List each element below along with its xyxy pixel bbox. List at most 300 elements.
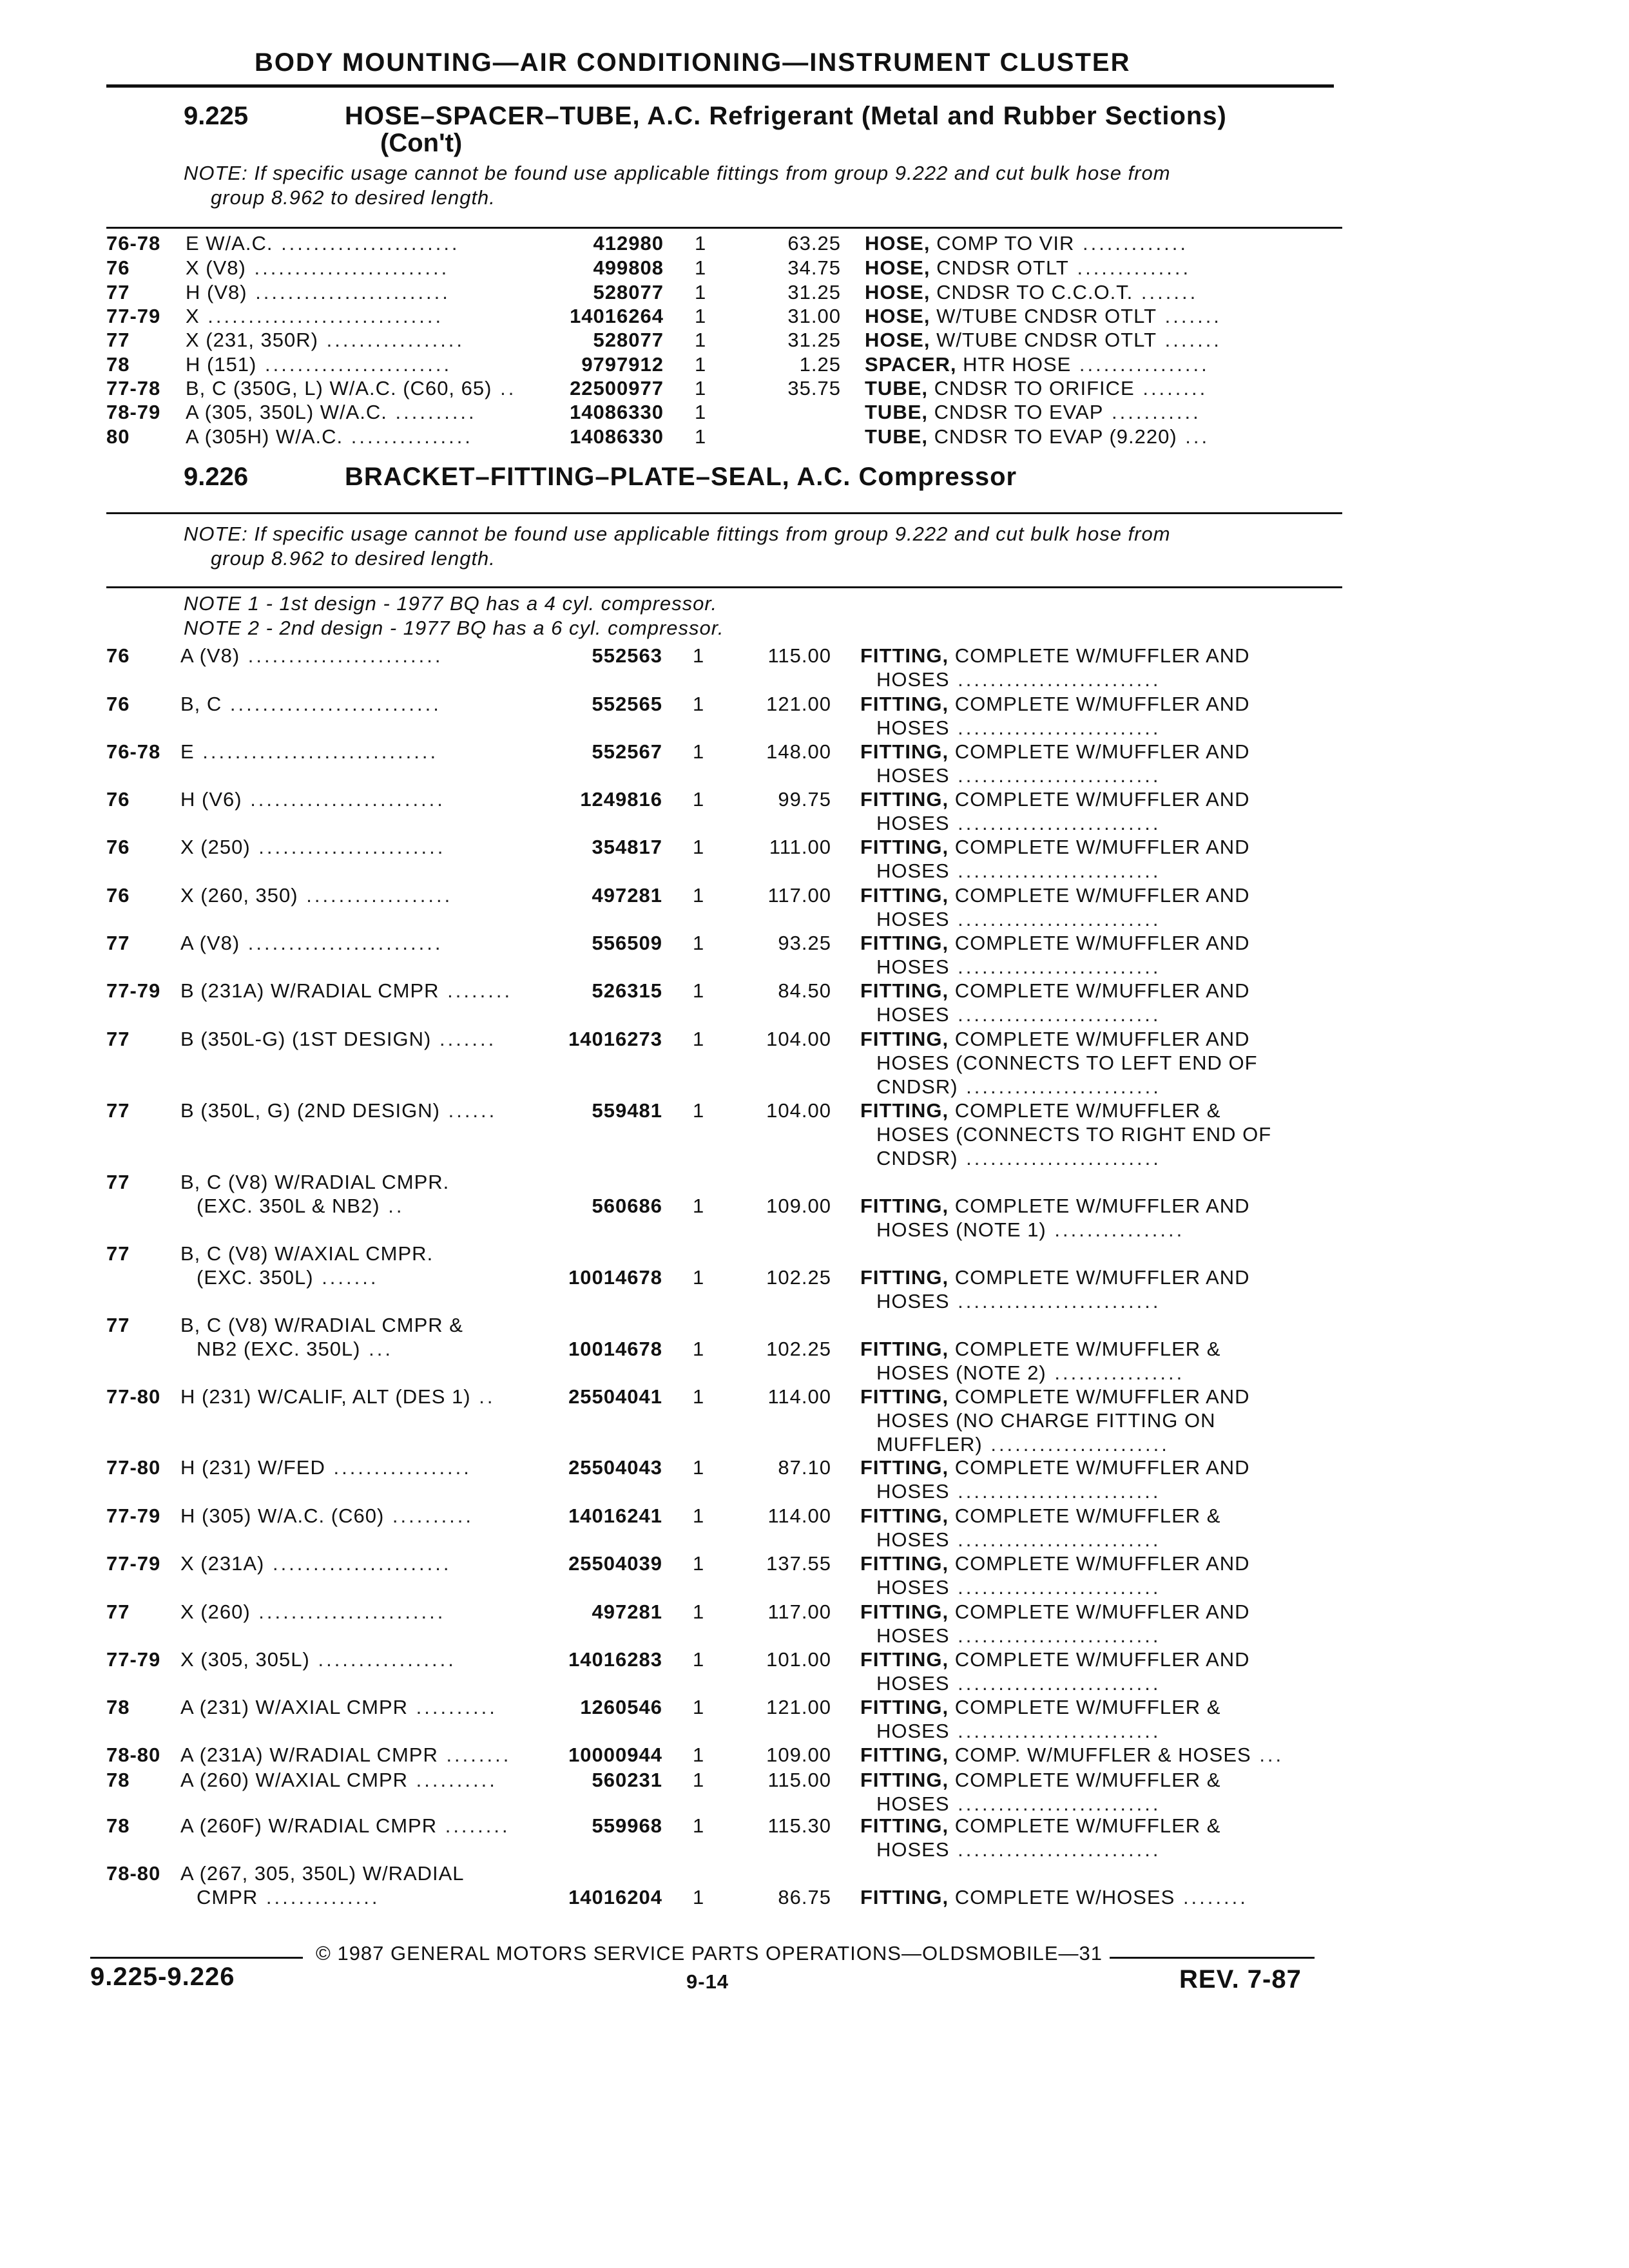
- usage-description: [186, 377, 516, 400]
- part-name-keyword: TUBE,: [865, 425, 928, 448]
- section-number: 9.226: [184, 463, 249, 491]
- leader-dots: ..........: [408, 1769, 497, 1791]
- quantity: 1: [693, 693, 705, 715]
- usage-description: [180, 644, 443, 668]
- part-name-text: HOSES: [876, 1672, 950, 1695]
- usage-description: [180, 693, 441, 716]
- part-name: [860, 1028, 1250, 1051]
- section-number: 9.225: [184, 102, 249, 130]
- part-name-keyword: HOSE,: [865, 305, 930, 327]
- part-name-text: CNDSR OTLT: [930, 256, 1069, 279]
- note-line: group 8.962 to desired length.: [211, 186, 496, 209]
- part-name: [860, 932, 1250, 955]
- quantity: 1: [693, 1886, 705, 1908]
- part-name-cont: [876, 1838, 1161, 1861]
- year-range: 77-79: [106, 1648, 161, 1671]
- quantity: 1: [695, 425, 707, 448]
- leader-dots: ........................: [246, 256, 450, 279]
- part-name-keyword: FITTING,: [860, 693, 949, 715]
- part-number: 560686: [592, 1195, 662, 1217]
- usage-text: B, C (350G, L) W/A.C. (C60, 65): [186, 377, 492, 399]
- part-number: 14086330: [570, 401, 664, 423]
- price: 104.00: [766, 1028, 831, 1050]
- leader-dots: .........................: [949, 908, 1161, 930]
- part-name-text: COMPLETE W/MUFFLER AND: [949, 836, 1250, 858]
- leader-dots: .......................: [250, 1600, 446, 1623]
- part-name-cont: [876, 668, 1161, 691]
- year-range: 77: [106, 1600, 130, 1623]
- usage-description: [180, 1456, 472, 1479]
- price: 148.00: [766, 740, 831, 763]
- part-name: [860, 644, 1250, 668]
- part-number: 526315: [592, 979, 662, 1002]
- quantity: 1: [693, 1769, 705, 1791]
- usage-text: A (267, 305, 350L) W/RADIAL: [180, 1862, 465, 1885]
- quantity: 1: [695, 377, 707, 399]
- quantity: 1: [693, 644, 705, 667]
- leader-dots: .............................: [199, 305, 444, 327]
- section-title: HOSE–SPACER–TUBE, A.C. Refrigerant (Metal and Rubber Sections): [345, 102, 1227, 130]
- usage-description: [186, 305, 443, 328]
- leader-dots: ........................: [247, 281, 450, 303]
- leader-dots: ......................: [273, 232, 460, 255]
- leader-dots: ..: [470, 1385, 496, 1408]
- leader-dots: .......: [1157, 329, 1222, 351]
- part-number: 14016283: [568, 1648, 662, 1671]
- quantity: 1: [695, 329, 707, 351]
- year-range: 78-80: [106, 1744, 161, 1766]
- part-name-text: COMPLETE W/MUFFLER AND: [949, 1456, 1250, 1479]
- year-range: 77: [106, 932, 130, 954]
- quantity: 1: [693, 1814, 705, 1837]
- leader-dots: .......: [1157, 305, 1222, 327]
- part-name-keyword: FITTING,: [860, 1099, 949, 1122]
- part-name-keyword: FITTING,: [860, 1504, 949, 1527]
- copyright: © 1987 GENERAL MOTORS SERVICE PARTS OPERATIONS—OLDSMOBILE—31: [316, 1942, 1103, 1965]
- part-name-text: COMPLETE W/MUFFLER AND: [949, 979, 1250, 1002]
- part-name-cont: [876, 1576, 1161, 1599]
- part-name-text: HOSES: [876, 908, 950, 930]
- part-name-text: COMPLETE W/MUFFLER AND: [949, 740, 1250, 763]
- year-range: 76: [106, 836, 130, 858]
- part-number: 354817: [592, 836, 662, 858]
- usage-description: [186, 401, 477, 424]
- price: 102.25: [766, 1338, 831, 1360]
- leader-dots: .................: [309, 1648, 456, 1671]
- part-name-cont: [876, 1075, 1161, 1099]
- usage-text: H (151): [186, 353, 257, 376]
- usage-description: [180, 1696, 497, 1719]
- part-name-text: COMPLETE W/MUFFLER AND: [949, 1648, 1250, 1671]
- usage-description: [180, 1171, 449, 1194]
- part-name-keyword: FITTING,: [860, 836, 949, 858]
- part-name-text: COMP TO VIR: [930, 232, 1075, 255]
- part-name: [860, 740, 1250, 764]
- part-name-cont: [876, 812, 1161, 835]
- part-name-keyword: FITTING,: [860, 1769, 949, 1791]
- leader-dots: .........................: [949, 1290, 1161, 1312]
- usage-description: [180, 1744, 511, 1767]
- part-name-text: COMPLETE W/MUFFLER AND: [949, 1195, 1250, 1217]
- page-header: [106, 47, 1334, 88]
- leader-dots: ...............: [343, 425, 473, 448]
- part-name-text: COMPLETE W/MUFFLER &: [949, 1696, 1221, 1718]
- part-name: [865, 256, 1191, 280]
- quantity: 1: [693, 1338, 705, 1360]
- usage-text: (EXC. 350L): [197, 1266, 314, 1289]
- part-name-text: HOSES: [876, 1290, 950, 1312]
- part-name-keyword: FITTING,: [860, 1456, 949, 1479]
- part-name-text: CNDSR TO C.C.O.T.: [930, 281, 1133, 303]
- year-range: 78: [106, 1769, 130, 1791]
- part-name: [860, 1552, 1250, 1575]
- part-name-keyword: FITTING,: [860, 1385, 949, 1408]
- part-number: 14016264: [570, 305, 664, 327]
- part-name-text: HOSES: [876, 1838, 950, 1861]
- part-name-text: COMPLETE W/MUFFLER AND: [949, 884, 1250, 907]
- usage-description: [180, 1385, 495, 1408]
- leader-dots: ......: [439, 1099, 497, 1122]
- part-number: 25504041: [568, 1385, 662, 1408]
- part-name-keyword: FITTING,: [860, 1600, 949, 1623]
- price: 102.25: [766, 1266, 831, 1289]
- part-number: 14016204: [568, 1886, 662, 1908]
- price: 111.00: [769, 836, 831, 858]
- usage-text: A (V8): [180, 644, 240, 667]
- price: 114.00: [767, 1504, 831, 1527]
- year-range: 76-78: [106, 740, 161, 763]
- part-name: [860, 693, 1250, 716]
- part-number: 552565: [592, 693, 662, 715]
- part-name-text: CNDSR): [876, 1147, 958, 1169]
- part-name: [865, 329, 1222, 352]
- year-range: 77: [106, 1242, 130, 1265]
- note-line: group 8.962 to desired length.: [211, 547, 496, 570]
- usage-text: B (350L, G) (2ND DESIGN): [180, 1099, 440, 1122]
- usage-text: H (V8): [186, 281, 247, 303]
- part-name: [860, 1385, 1250, 1408]
- design-notes: [184, 591, 1350, 640]
- part-name: [860, 788, 1250, 811]
- part-number: 1249816: [580, 788, 662, 811]
- part-name-text: COMPLETE W/MUFFLER &: [949, 1504, 1221, 1527]
- part-name-keyword: FITTING,: [860, 884, 949, 907]
- part-name-keyword: TUBE,: [865, 377, 928, 399]
- part-number: 559968: [592, 1814, 662, 1837]
- usage-description: [180, 788, 445, 811]
- year-range: 78: [106, 353, 130, 376]
- year-range: 76: [106, 693, 130, 715]
- part-name-text: CNDSR TO EVAP (9.220): [928, 425, 1177, 448]
- part-name-text: CNDSR TO EVAP: [928, 401, 1104, 423]
- leader-dots: .........................: [949, 860, 1161, 882]
- part-name-text: COMPLETE W/MUFFLER AND: [949, 644, 1250, 667]
- leader-dots: .............................: [194, 740, 439, 763]
- leader-dots: ..............: [1068, 256, 1191, 279]
- quantity: 1: [695, 256, 707, 279]
- part-name-text: COMPLETE W/MUFFLER &: [949, 1338, 1221, 1360]
- leader-dots: .......: [431, 1028, 497, 1050]
- part-name-text: COMPLETE W/MUFFLER AND: [949, 693, 1250, 715]
- usage-description: [186, 353, 452, 376]
- usage-text: E W/A.C.: [186, 232, 273, 255]
- part-name-text: CNDSR TO ORIFICE: [928, 377, 1135, 399]
- usage-text: B, C: [180, 693, 222, 715]
- part-number: 559481: [592, 1099, 662, 1122]
- page-title: BODY MOUNTING—AIR CONDITIONING—INSTRUMENT CLUSTER: [255, 48, 1131, 77]
- price: 115.00: [767, 1769, 831, 1791]
- part-name-cont: [876, 956, 1161, 979]
- usage-description-cont: [197, 1886, 380, 1909]
- quantity: 1: [693, 1600, 705, 1623]
- leader-dots: ...: [1177, 425, 1210, 448]
- leader-dots: .........................: [949, 764, 1161, 787]
- price: 109.00: [766, 1195, 831, 1217]
- usage-description: [180, 740, 438, 764]
- usage-text: B, C (V8) W/AXIAL CMPR.: [180, 1242, 434, 1265]
- year-range: 77: [106, 1028, 130, 1050]
- year-range: 76-78: [106, 232, 161, 255]
- part-name-text: COMPLETE W/HOSES: [949, 1886, 1175, 1908]
- price: 93.25: [778, 932, 831, 954]
- leader-dots: ........: [437, 1814, 510, 1837]
- usage-text: A (260F) W/RADIAL CMPR: [180, 1814, 438, 1837]
- usage-text: X (250): [180, 836, 251, 858]
- year-range: 77: [106, 1314, 130, 1336]
- price: 121.00: [766, 693, 831, 715]
- part-name-text: HOSES: [876, 1720, 950, 1742]
- part-name-text: HOSES: [876, 1624, 950, 1647]
- part-name-text: HOSES (NOTE 1): [876, 1218, 1046, 1241]
- note-line: NOTE: If specific usage cannot be found use applicable fittings from group 9.222 and cut bulk hose from: [184, 523, 1171, 545]
- year-range: 77-79: [106, 1552, 161, 1575]
- leader-dots: .......: [1133, 281, 1199, 303]
- leader-dots: .........................: [949, 1003, 1161, 1026]
- quantity: 1: [695, 281, 707, 303]
- part-name-text: COMPLETE W/MUFFLER AND: [949, 1028, 1250, 1050]
- part-number: 22500977: [570, 377, 664, 399]
- usage-description: [186, 256, 449, 280]
- section-title-continued: (Con't): [380, 129, 463, 157]
- part-number: 10014678: [568, 1266, 662, 1289]
- leader-dots: ........: [1175, 1886, 1248, 1908]
- part-name-text: COMPLETE W/MUFFLER AND: [949, 1385, 1250, 1408]
- design-note: NOTE 2 - 2nd design - 1977 BQ has a 6 cyl. compressor.: [184, 617, 724, 639]
- part-number: 14086330: [570, 425, 664, 448]
- part-name-cont: [876, 1290, 1161, 1313]
- part-name-keyword: FITTING,: [860, 1338, 949, 1360]
- quantity: 1: [695, 401, 707, 423]
- usage-text: H (231) W/FED: [180, 1456, 325, 1479]
- part-name: [860, 1814, 1220, 1838]
- quantity: 1: [693, 1504, 705, 1527]
- leader-dots: ........................: [958, 1075, 1161, 1098]
- leader-dots: .........................: [949, 1672, 1161, 1695]
- part-name-keyword: HOSE,: [865, 256, 930, 279]
- quantity: 1: [693, 788, 705, 811]
- quantity: 1: [693, 740, 705, 763]
- part-name-cont: [876, 1123, 1271, 1146]
- leader-dots: ...........: [1103, 401, 1201, 423]
- price: 1.25: [799, 353, 841, 376]
- part-name-keyword: FITTING,: [860, 788, 949, 811]
- part-name: [860, 1886, 1248, 1909]
- usage-description-cont: [197, 1266, 378, 1289]
- part-name-cont: [876, 1218, 1184, 1242]
- usage-text: B (350L-G) (1ST DESIGN): [180, 1028, 432, 1050]
- part-name-text: W/TUBE CNDSR OTLT: [930, 329, 1157, 351]
- part-name: [865, 281, 1198, 304]
- design-note: NOTE 1 - 1st design - 1977 BQ has a 4 cyl. compressor.: [184, 592, 718, 615]
- year-range: 77-80: [106, 1456, 161, 1479]
- usage-text: A (260) W/AXIAL CMPR: [180, 1769, 409, 1791]
- part-name-text: HOSES: [876, 764, 950, 787]
- part-name-text: HOSES (NOTE 2): [876, 1361, 1046, 1384]
- leader-dots: .........................: [949, 1576, 1161, 1599]
- part-name-keyword: FITTING,: [860, 1744, 949, 1766]
- quantity: 1: [695, 305, 707, 327]
- year-range: 76: [106, 788, 130, 811]
- part-name-keyword: FITTING,: [860, 1648, 949, 1671]
- leader-dots: ..........: [408, 1696, 497, 1718]
- leader-dots: ........................: [242, 788, 445, 811]
- quantity: 1: [693, 836, 705, 858]
- leader-dots: .................: [318, 329, 465, 351]
- leader-dots: .........................: [949, 1528, 1161, 1551]
- part-name: [860, 836, 1250, 859]
- year-range: 77-79: [106, 305, 161, 327]
- price: 137.55: [766, 1552, 831, 1575]
- quantity: 1: [693, 932, 705, 954]
- part-name-text: HOSES: [876, 860, 950, 882]
- usage-text: A (305, 350L) W/A.C.: [186, 401, 387, 423]
- price: 35.75: [787, 377, 841, 399]
- usage-text: A (231) W/AXIAL CMPR: [180, 1696, 409, 1718]
- part-name: [860, 1696, 1220, 1719]
- usage-description: [180, 1242, 433, 1265]
- usage-text: H (231) W/CALIF, ALT (DES 1): [180, 1385, 471, 1408]
- part-name-text: COMPLETE W/MUFFLER AND: [949, 788, 1250, 811]
- part-name-text: HOSES: [876, 1528, 950, 1551]
- year-range: 76: [106, 884, 130, 907]
- year-range: 77-79: [106, 979, 161, 1002]
- usage-description: [180, 1028, 496, 1051]
- usage-description: [180, 1769, 497, 1792]
- part-number: 412980: [593, 232, 664, 255]
- price: 84.50: [778, 979, 831, 1002]
- year-range: 78: [106, 1696, 130, 1718]
- leader-dots: ................: [1071, 353, 1210, 376]
- year-range: 77: [106, 329, 130, 351]
- part-name-keyword: FITTING,: [860, 932, 949, 954]
- part-name-text: COMPLETE W/MUFFLER &: [949, 1769, 1221, 1791]
- quantity: 1: [693, 1385, 705, 1408]
- price: 101.00: [766, 1648, 831, 1671]
- part-name-cont: [876, 908, 1161, 931]
- leader-dots: .........................: [949, 1838, 1161, 1861]
- leader-dots: ..........: [384, 1504, 474, 1527]
- part-number: 556509: [592, 932, 662, 954]
- part-name-text: MUFFLER): [876, 1433, 983, 1456]
- page-number: 9-14: [686, 1970, 729, 1993]
- part-name: [865, 377, 1208, 400]
- part-name-text: COMPLETE W/MUFFLER AND: [949, 1266, 1250, 1289]
- part-name-keyword: SPACER,: [865, 353, 957, 376]
- part-name-text: HTR HOSE: [956, 353, 1072, 376]
- part-name-text: HOSES: [876, 1003, 950, 1026]
- part-name-cont: [876, 1720, 1161, 1743]
- usage-text: A (231A) W/RADIAL CMPR: [180, 1744, 438, 1766]
- price: 121.00: [766, 1696, 831, 1718]
- part-name: [860, 1099, 1220, 1122]
- usage-description: [180, 1862, 465, 1885]
- year-range: 77: [106, 1171, 130, 1193]
- leader-dots: ..........................: [222, 693, 441, 715]
- leader-dots: .................: [325, 1456, 472, 1479]
- leader-dots: ..: [380, 1195, 405, 1217]
- part-name: [860, 884, 1250, 907]
- year-range: 78-80: [106, 1862, 161, 1885]
- leader-dots: .........................: [949, 1480, 1161, 1503]
- part-name: [860, 1266, 1250, 1289]
- usage-text: X (305, 305L): [180, 1648, 310, 1671]
- part-name-text: HOSES: [876, 1576, 950, 1599]
- leader-dots: ......................: [982, 1433, 1170, 1456]
- price: 117.00: [767, 1600, 831, 1623]
- price: 115.30: [767, 1814, 831, 1837]
- leader-dots: ......................: [264, 1552, 452, 1575]
- part-name-text: HOSES: [876, 668, 950, 691]
- part-number: 10014678: [568, 1338, 662, 1360]
- part-number: 497281: [592, 1600, 662, 1623]
- year-range: 76: [106, 256, 130, 279]
- leader-dots: ..: [492, 377, 517, 399]
- quantity: 1: [693, 1744, 705, 1766]
- usage-text: E: [180, 740, 195, 763]
- part-name-cont: [876, 1409, 1215, 1432]
- usage-text: H (305) W/A.C. (C60): [180, 1504, 385, 1527]
- part-name-keyword: FITTING,: [860, 1814, 949, 1837]
- price: 115.00: [767, 644, 831, 667]
- usage-text: (EXC. 350L & NB2): [197, 1195, 380, 1217]
- price: 31.00: [787, 305, 841, 327]
- part-name: [860, 1338, 1220, 1361]
- part-name-cont: [876, 764, 1161, 787]
- leader-dots: .......................: [250, 836, 446, 858]
- part-name-cont: [876, 1147, 1161, 1170]
- group-range: 9.225-9.226: [90, 1963, 235, 1991]
- part-name-text: HOSES: [876, 716, 950, 739]
- leader-dots: ...: [1251, 1744, 1284, 1766]
- revision: REV. 7-87: [1179, 1965, 1302, 1994]
- usage-text: X: [186, 305, 200, 327]
- quantity: 1: [693, 1552, 705, 1575]
- section-title: BRACKET–FITTING–PLATE–SEAL, A.C. Compressor: [345, 463, 1017, 491]
- usage-text: B (231A) W/RADIAL CMPR: [180, 979, 439, 1002]
- part-name-keyword: TUBE,: [865, 401, 928, 423]
- part-name: [860, 1769, 1220, 1792]
- part-name-text: COMPLETE W/MUFFLER &: [949, 1814, 1221, 1837]
- price: 99.75: [778, 788, 831, 811]
- leader-dots: ........................: [240, 644, 443, 667]
- leader-dots: .........................: [949, 956, 1161, 978]
- section-9226-note: [184, 522, 1350, 571]
- usage-description: [180, 1552, 451, 1575]
- part-number: 14016241: [568, 1504, 662, 1527]
- leader-dots: .........................: [949, 812, 1161, 834]
- part-number: 1260546: [580, 1696, 662, 1718]
- usage-description: [180, 1814, 510, 1838]
